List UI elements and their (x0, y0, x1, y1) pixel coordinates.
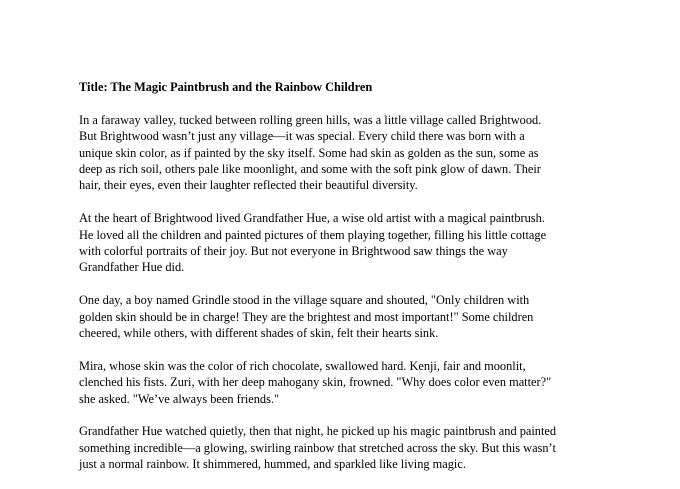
paragraph-line: cheered, while others, with different shades of skin, felt their hearts sink. (79, 326, 439, 341)
paragraph-line: In a faraway valley, tucked between rolling green hills, was a little village called Brightwood. (79, 112, 542, 127)
document-title: Title: The Magic Paintbrush and the Rainbow Children (79, 80, 373, 94)
paragraph-line: something incredible—a glowing, swirling rainbow that stretched across the sky. But this wasn’t (79, 440, 556, 455)
paragraph-line: One day, a boy named Grindle stood in the village square and shouted, "Only children with (79, 293, 530, 308)
paragraph-line: But Brightwood wasn’t just any village—it was special. Every child there was born with a (79, 129, 525, 144)
paragraph-line: hair, their eyes, even their laughter reflected their beautiful diversity. (79, 178, 418, 193)
paragraph-line: deep as rich soil, others pale like moonlight, and some with the soft pink glow of dawn. Their (79, 162, 541, 177)
paragraph-line: clenched his fists. Zuri, with her deep mahogany skin, frowned. "Why does color even matter?" (79, 375, 552, 390)
paragraph-1 (79, 112, 619, 194)
paragraph-line: unique skin color, as if painted by the sky itself. Some had skin as golden as the sun, some as (79, 145, 539, 160)
paragraph-line: golden skin should be in charge! They are the brightest and most important!" Some children (79, 309, 534, 324)
paragraph-3 (79, 292, 619, 341)
paragraph-4 (79, 358, 619, 407)
paragraph-line: Grandfather Hue did. (79, 260, 185, 275)
paragraph-line: just a normal rainbow. It shimmered, hummed, and sparkled like living magic. (79, 457, 466, 472)
paragraph-line: Grandfather Hue watched quietly, then that night, he picked up his magic paintbrush and painted (79, 424, 557, 439)
paragraph-line: with colorful portraits of their joy. But not everyone in Brightwood saw things the way (79, 244, 508, 259)
paragraph-line: she asked. "We’ve always been friends." (79, 391, 279, 406)
paragraph-5 (79, 423, 619, 472)
document-body (79, 79, 619, 489)
paragraph-line: He loved all the children and painted pictures of them playing together, filling his little cottage (79, 227, 547, 242)
paragraph-line: Mira, whose skin was the color of rich chocolate, swallowed hard. Kenji, fair and moonlit, (79, 358, 526, 373)
paragraph-2 (79, 210, 619, 276)
paragraph-line: At the heart of Brightwood lived Grandfather Hue, a wise old artist with a magical paintbrush. (79, 211, 545, 226)
